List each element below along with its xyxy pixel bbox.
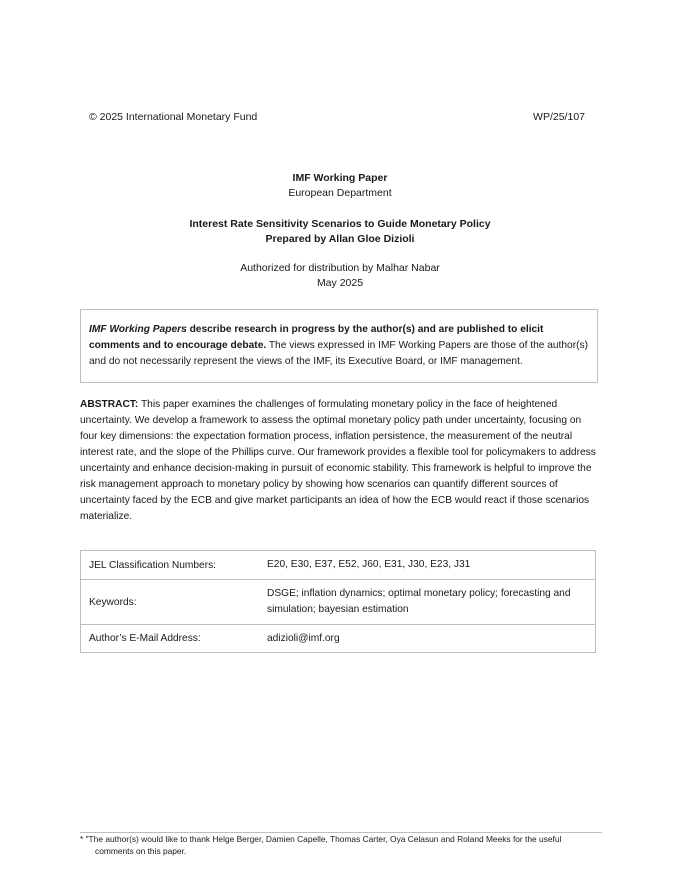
disclaimer-bold-text: describe research in progress by the author(s) and are published to elicit comments and to encourage debate. [89,324,544,351]
series-name: IMF Working Paper [292,172,388,184]
abstract [80,397,600,525]
prepared-by: Prepared by Allan Gloe Dizioli [265,233,415,245]
table-row [81,625,596,653]
keywords-value: DSGE; inflation dynamics; optimal monetary policy; forecasting and simulation; bayesian estimation [266,580,596,625]
copyright-notice: © 2025 International Monetary Fund [89,111,258,123]
footnote-line-1: * "The author(s) would like to thank Helge Berger, Damien Capelle, Thomas Carter, Oya Celasun and Roland Meeks for the useful [80,834,562,844]
keywords-label: Keywords: [81,580,267,625]
abstract-text: This paper examines the challenges of formulating monetary policy in the face of heightened uncertainty. We develop a framework to assess the optimal monetary policy path under uncertainty, focusing on four key dimensions: the expectation formation process, inflation persistence, the measurement of the neutral interest rate, and the slope of the Phillips curve. Our framework provides a flexible tool for policymakers to address uncertainty and enhance decision-making in pursuit of economic stability. This framework is helpful to improve the risk management approach to monetary policy by showing how scenarios can quantify different sources of uncertainty faced by the ECB and give market participants an idea of how the ECB would react if those scenarios materialize. [80,399,596,522]
paper-title-block [0,217,680,247]
publication-date: May 2025 [316,277,364,289]
jel-value: E20, E30, E37, E52, J60, E31, J30, E23, J31 [266,551,596,580]
disclaimer-text: The views expressed in IMF Working Papers are those of the author(s) and do not necessarily represent the views of the IMF, its Executive Board, or IMF management. [89,340,588,367]
paper-title: Interest Rate Sensitivity Scenarios to Guide Monetary Policy [189,218,491,230]
footnote [80,834,600,857]
footnote-line-2: comments on this paper. [95,845,187,856]
working-paper-number: WP/25/107 [533,111,585,123]
department: European Department [288,187,392,199]
table-row [81,551,596,580]
email-label: Author’s E-Mail Address: [81,625,267,653]
email-value[interactable]: adizioli@imf.org [266,625,596,653]
title-block [0,171,680,201]
authorization-block [0,261,680,291]
jel-label: JEL Classification Numbers: [81,551,267,580]
metadata-table [80,550,596,653]
disclaimer-box [80,309,598,383]
authorized-by: Authorized for distribution by Malhar Nabar [240,262,440,274]
disclaimer-lead: IMF Working Papers [89,324,187,335]
footnote-divider [80,832,602,833]
table-row [81,580,596,625]
abstract-label: ABSTRACT: [80,399,139,410]
